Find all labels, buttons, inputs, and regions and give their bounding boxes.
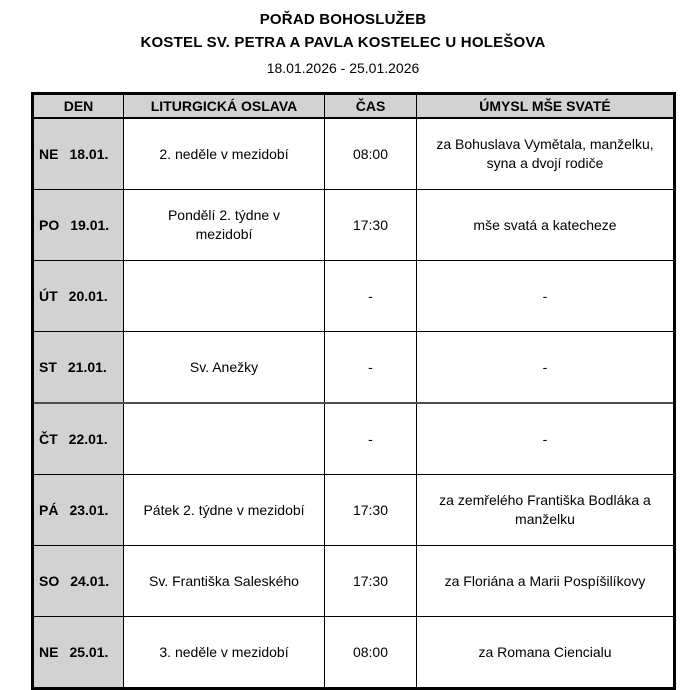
table-row	[33, 546, 675, 617]
day-cell	[33, 190, 124, 261]
day-cell	[33, 475, 124, 546]
table-row	[33, 617, 675, 689]
intention-cell: za zemřelého Františka Bodláka a manželku	[417, 475, 675, 546]
celebration-cell: Pondělí 2. týdne v mezidobí	[124, 190, 325, 261]
intention-cell: -	[417, 332, 675, 404]
intention-cell: mše svatá a katecheze	[417, 190, 675, 261]
time-cell: -	[325, 332, 417, 404]
intention-cell: za Floriána a Marii Pospíšilíkovy	[417, 546, 675, 617]
time-cell: 08:00	[325, 118, 417, 190]
table-row	[33, 190, 675, 261]
day-cell	[33, 118, 124, 190]
schedule-table	[31, 92, 676, 690]
table-row	[33, 118, 675, 190]
page-title: POŘAD BOHOSLUŽEB	[259, 11, 427, 28]
day-date: 24.01.	[70, 572, 110, 589]
day-date: 23.01.	[69, 501, 109, 518]
celebration-cell: Sv. Františka Saleského	[124, 546, 325, 617]
day-cell	[33, 546, 124, 617]
table-row	[33, 403, 675, 475]
day-date: 19.01.	[70, 216, 110, 233]
page-subtitle: KOSTEL SV. PETRA A PAVLA KOSTELEC U HOLEŠOVA	[140, 34, 546, 51]
time-cell: 08:00	[325, 617, 417, 689]
intention-cell: za Romana Ciencialu	[417, 617, 675, 689]
column-header-time: ČAS	[325, 94, 417, 119]
header-row	[33, 94, 675, 119]
day-date: 25.01.	[69, 643, 109, 660]
day-date: 21.01.	[67, 358, 107, 375]
time-cell: 17:30	[325, 546, 417, 617]
table-row	[33, 332, 675, 404]
celebration-cell: 3. neděle v mezidobí	[124, 617, 325, 689]
day-abbrev: SO	[39, 572, 60, 589]
time-cell: -	[325, 261, 417, 332]
intention-cell: -	[417, 403, 675, 475]
day-abbrev: ČT	[39, 430, 58, 447]
table-row	[33, 261, 675, 332]
day-date: 20.01.	[68, 287, 108, 304]
celebration-cell: 2. neděle v mezidobí	[124, 118, 325, 190]
intention-cell: -	[417, 261, 675, 332]
intention-cell: za Bohuslava Vymětala, manželku, syna a dvojí rodiče	[417, 118, 675, 190]
day-cell	[33, 617, 124, 689]
date-range: 18.01.2026 - 25.01.2026	[266, 60, 420, 76]
day-abbrev: PO	[39, 216, 60, 233]
time-cell: 17:30	[325, 475, 417, 546]
column-header-intention: ÚMYSL MŠE SVATÉ	[417, 94, 675, 119]
table-row	[33, 475, 675, 546]
day-date: 22.01.	[68, 430, 108, 447]
day-date: 18.01.	[69, 145, 109, 162]
celebration-cell	[124, 403, 325, 475]
day-cell	[33, 332, 124, 404]
day-abbrev: ÚT	[39, 287, 58, 304]
document-header	[0, 0, 686, 76]
celebration-cell	[124, 261, 325, 332]
day-abbrev: NE	[39, 643, 59, 660]
day-abbrev: ST	[39, 358, 57, 375]
day-abbrev: NE	[39, 145, 59, 162]
celebration-cell: Sv. Anežky	[124, 332, 325, 404]
celebration-cell: Pátek 2. týdne v mezidobí	[124, 475, 325, 546]
day-cell	[33, 261, 124, 332]
time-cell: 17:30	[325, 190, 417, 261]
day-abbrev: PÁ	[39, 501, 59, 518]
day-cell	[33, 403, 124, 475]
column-header-celebration: LITURGICKÁ OSLAVA	[124, 94, 325, 119]
time-cell: -	[325, 403, 417, 475]
column-header-day: DEN	[33, 94, 124, 119]
